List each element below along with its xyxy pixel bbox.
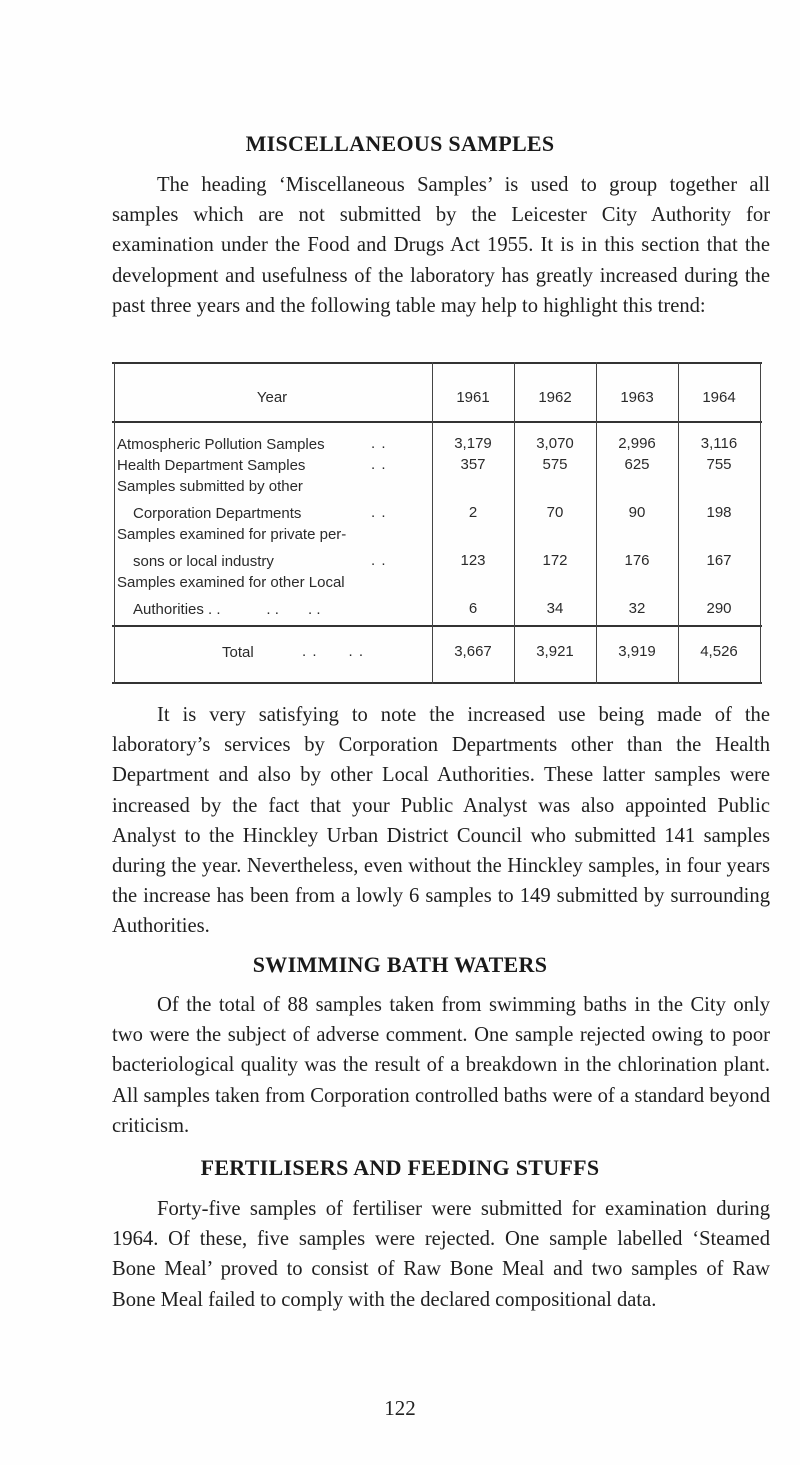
row-label-local-line2: Authorities . . . . . . <box>133 601 321 618</box>
row-label-private-line1: Samples examined for private per- <box>117 526 347 543</box>
col-divider-1962 <box>514 362 515 684</box>
row-dots: . . <box>371 552 387 569</box>
cell-corporation-1963: 90 <box>628 504 646 521</box>
total-1964: 4,526 <box>700 643 738 660</box>
cell-corporation-1961: 2 <box>468 504 478 521</box>
row-dots: . . <box>371 435 387 452</box>
row-label-corporation-line2-wrap <box>117 504 301 524</box>
intro-paragraph: The heading ‘Miscellaneous Samples’ is used to group together all samples which are not submitted by the Leicester City Authority for examination under the Food and Drugs Act 1955. It is in this section that the development and usefulness of the laboratory has greatly increased during the past three years and the following table may help to highlight this trend: <box>112 174 770 317</box>
total-1962: 3,921 <box>536 643 574 660</box>
cell-atmospheric-1961: 3,179 <box>454 435 492 452</box>
table-top-rule <box>112 362 762 364</box>
cell-local-1962: 34 <box>546 600 564 617</box>
cell-health-1962: 575 <box>542 456 568 473</box>
header-year-1964: 1964 <box>702 389 736 406</box>
cell-health-1961: 357 <box>460 456 486 473</box>
cell-private-1962: 172 <box>542 552 568 569</box>
col-divider-1963 <box>596 362 597 684</box>
row-dots: . . <box>371 456 387 473</box>
table-bottom-rule <box>112 682 762 684</box>
row-label-atmospheric: Atmospheric Pollution Samples <box>117 436 325 453</box>
row-label-corporation-line2: Corporation Departments <box>133 505 302 522</box>
cell-local-1961: 6 <box>468 600 478 617</box>
samples-table <box>112 362 762 684</box>
row-label-health-department: Health Department Samples <box>117 457 306 474</box>
cell-corporation-1964: 198 <box>706 504 732 521</box>
row-label-private-line2: sons or local industry <box>133 553 274 570</box>
header-year-label: Year <box>256 389 288 406</box>
cell-local-1963: 32 <box>628 600 646 617</box>
col-divider-1964 <box>678 362 679 684</box>
total-1963: 3,919 <box>618 643 656 660</box>
cell-health-1964: 755 <box>706 456 732 473</box>
fertilisers-paragraph: Forty-five samples of fertiliser were submitted for examination during 1964. Of these, five samples were rejected. One sample labelled ‘Steamed Bone Meal’ proved to consist of Raw Bone Meal and two samples of Raw Bone Meal failed to comply with the declared compositional data. <box>112 1198 770 1311</box>
total-dots: . . . . <box>302 643 365 660</box>
cell-private-1963: 176 <box>624 552 650 569</box>
swimming-paragraph: Of the total of 88 samples taken from swimming baths in the City only two were the subject of adverse comment. One sample rejected owing to poor bacteriological quality was the result of a breakdown in the chlorination plant. All samples taken from Corporation controlled baths were of a standard beyond criticism. <box>112 994 770 1137</box>
header-year-1962: 1962 <box>538 389 572 406</box>
cell-corporation-1962: 70 <box>546 504 564 521</box>
table-right-rule <box>760 362 761 684</box>
cell-local-1964: 290 <box>706 600 732 617</box>
page-number: 122 <box>384 1396 416 1420</box>
row-label-corporation-line1: Samples submitted by other <box>117 478 303 495</box>
cell-atmospheric-1964: 3,116 <box>700 435 738 452</box>
cell-atmospheric-1963: 2,996 <box>618 435 656 452</box>
heading-miscellaneous-samples: MISCELLANEOUS SAMPLES <box>245 131 555 156</box>
after-table-paragraph: It is very satisfying to note the increased use being made of the laboratory’s services by Corporation Departments other than the Health Department and also by other Local Authorities. These latter samples were increased by the fact that your Public Analyst was also appointed Public Analyst to the Hinckley Urban District Council who submitted 141 samples during the year. Nevertheless, even without the Hinckley samples, in four years the increase has been from a lowly 6 samples to 149 submitted by surrounding Authorities. <box>112 704 770 938</box>
total-1961: 3,667 <box>454 643 492 660</box>
heading-swimming-bath-waters: SWIMMING BATH WATERS <box>252 952 548 977</box>
row-label-local-line1: Samples examined for other Local <box>117 574 345 591</box>
total-label: Total <box>222 644 254 661</box>
cell-atmospheric-1962: 3,070 <box>536 435 574 452</box>
table-header-rule <box>112 421 762 423</box>
cell-private-1964: 167 <box>706 552 732 569</box>
cell-private-1961: 123 <box>460 552 486 569</box>
row-dots: . . <box>371 504 387 521</box>
col-divider-1961 <box>432 362 433 684</box>
header-year-1963: 1963 <box>620 389 654 406</box>
header-year-1961: 1961 <box>456 389 490 406</box>
table-total-rule <box>112 625 762 627</box>
row-label-private-line2-wrap <box>117 552 274 572</box>
table-left-rule <box>114 362 115 684</box>
cell-health-1963: 625 <box>624 456 650 473</box>
row-label-local-line2-wrap <box>117 600 321 620</box>
heading-fertilisers: FERTILISERS AND FEEDING STUFFS <box>200 1155 600 1180</box>
